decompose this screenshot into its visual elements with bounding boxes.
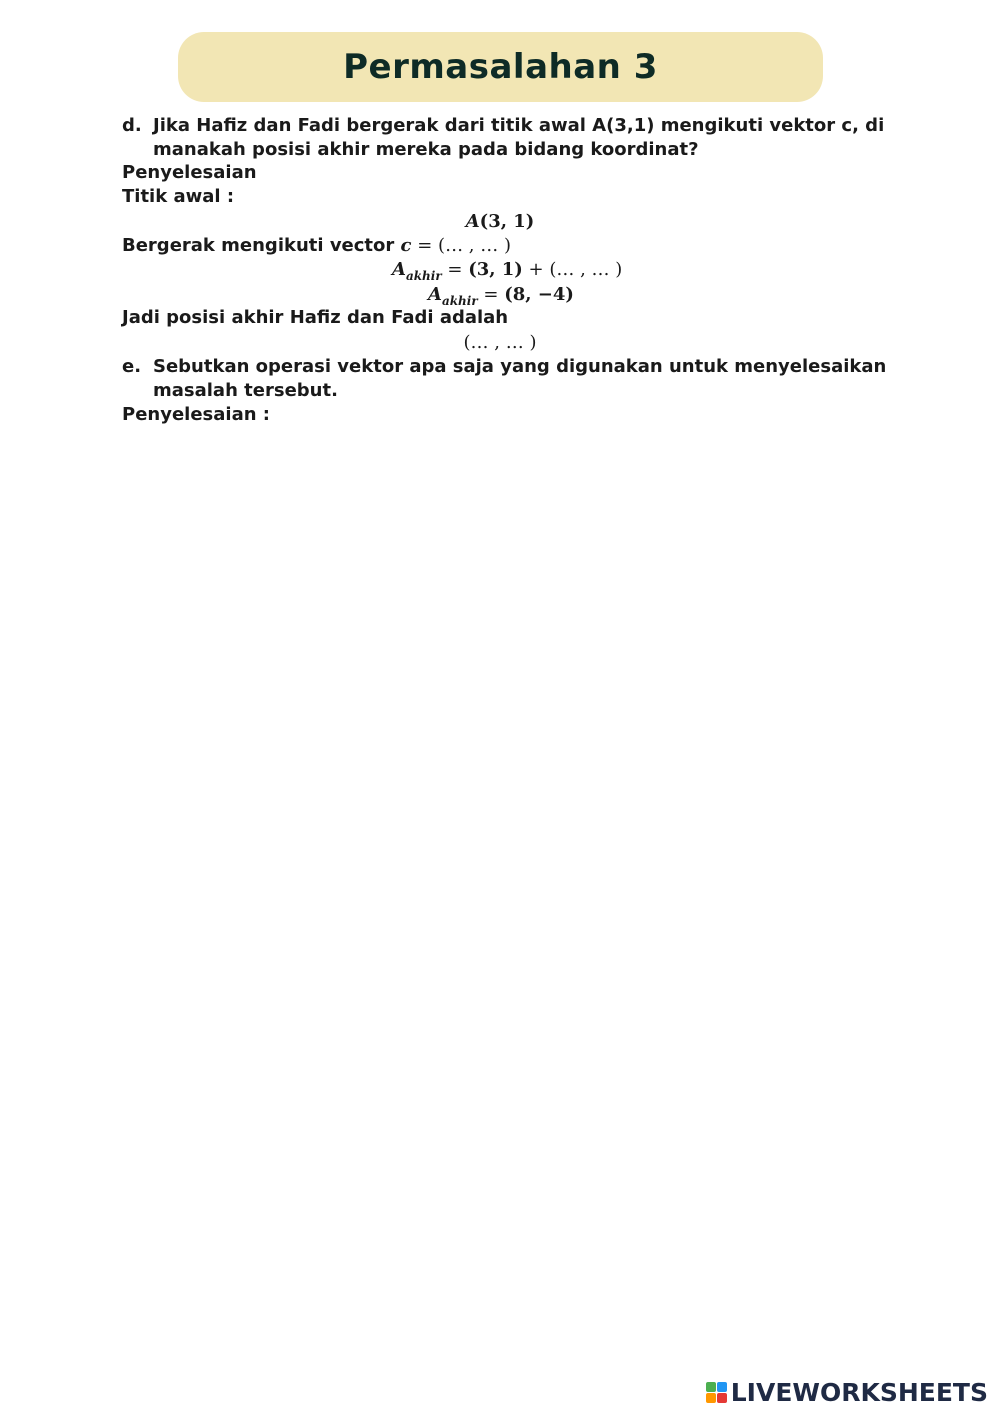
equation-1-sub: akhir bbox=[405, 269, 442, 283]
liveworksheets-logo bbox=[706, 1378, 988, 1407]
title-banner bbox=[178, 32, 823, 102]
start-label: Titik awal : bbox=[122, 186, 235, 207]
question-e-line-1: Sebutkan operasi vektor apa saja yang digunakan untuk menyelesaikan bbox=[153, 356, 887, 377]
move-line-text: Bergerak mengikuti vector bbox=[122, 235, 401, 256]
question-d-line-1: Jika Hafiz dan Fadi bergerak dari titik awal A(3,1) mengikuti vektor c, di bbox=[153, 115, 885, 136]
logo-square-green bbox=[706, 1382, 716, 1392]
equation-1-lhs: A bbox=[392, 259, 406, 280]
solution-label-d: Penyelesaian bbox=[122, 162, 257, 183]
page-title: Permasalahan 3 bbox=[343, 47, 658, 87]
logo-square-orange bbox=[706, 1393, 716, 1403]
equation-1-rhs-bold: (3, 1) bbox=[468, 259, 523, 280]
start-point-coords: (3, 1) bbox=[479, 211, 535, 232]
liveworksheets-logo-icon bbox=[706, 1382, 727, 1403]
equation-2: $A_{akhir} = (8$, −4) bbox=[428, 284, 574, 308]
question-d-marker: d. bbox=[122, 115, 142, 136]
solution-label-e: Penyelesaian : bbox=[122, 404, 270, 425]
conclusion-text: Jadi posisi akhir Hafiz dan Fadi adalah bbox=[122, 307, 509, 328]
move-line bbox=[122, 234, 511, 258]
logo-square-red bbox=[717, 1393, 727, 1403]
equation-2-rhs: (8, −4) bbox=[504, 284, 574, 305]
vector-c: c bbox=[400, 235, 412, 256]
equation-2-sub: akhir bbox=[441, 294, 478, 308]
logo-square-blue bbox=[717, 1382, 727, 1392]
liveworksheets-logo-text: LIVEWORKSHEETS bbox=[730, 1378, 988, 1407]
equation-1: $A_{akhir} = (3$, 1) + (… , … ) bbox=[392, 259, 623, 283]
vector-c-blank: = (… , … ) bbox=[411, 235, 511, 256]
question-e-marker: e. bbox=[122, 356, 142, 377]
question-d-line-2: manakah posisi akhir mereka pada bidang koordinat? bbox=[153, 139, 699, 160]
equation-2-lhs: A bbox=[428, 284, 442, 305]
equation-1-rhs-blank: + (… , … ) bbox=[522, 259, 623, 280]
question-e-line-2: masalah tersebut. bbox=[153, 380, 338, 401]
start-point-formula bbox=[0, 210, 1000, 234]
start-point-name: A bbox=[465, 211, 480, 232]
conclusion-blank: (… , … ) bbox=[463, 332, 537, 353]
